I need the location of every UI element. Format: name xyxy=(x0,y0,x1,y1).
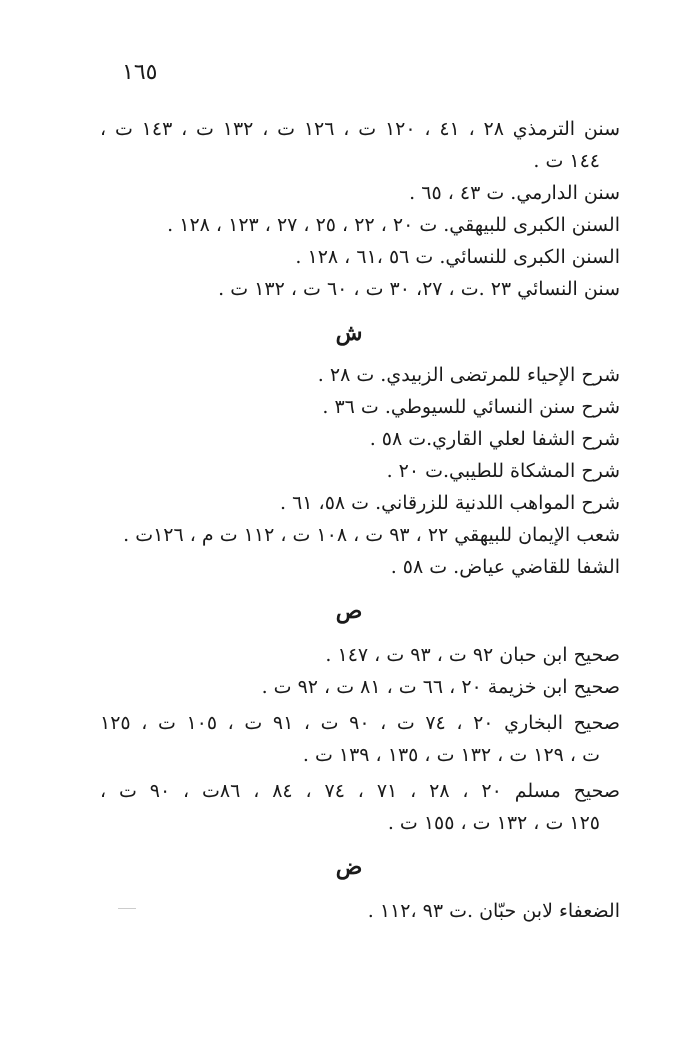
index-entry: سنن الدارمي. ت ٤٣ ، ٦٥ . xyxy=(409,182,620,204)
index-entry: صحيح مسلم ٢٠ ، ٢٨ ، ٧١ ، ٧٤ ، ٨٤ ، ٨٦ت ، ٩٠ ت ، xyxy=(100,780,621,802)
page-number: ١٦٥ xyxy=(122,60,158,85)
index-entry: السنن الكبرى للنسائي. ت ٥٦ ،٦١ ، ١٢٨ . xyxy=(295,246,620,268)
index-entry: صحيح البخاري ٢٠ ، ٧٤ ت ، ٩٠ ت ، ٩١ ت ، ١٠٥ ت ، ١٢٥ xyxy=(100,712,621,734)
index-entry: السنن الكبرى للبيهقي. ت ٢٠ ، ٢٢ ، ٢٥ ، ٢٧ ، ١٢٣ ، ١٢٨ . xyxy=(167,214,620,236)
section-letter: ض xyxy=(335,854,363,880)
index-entry: شرح المواهب اللدنية للزرقاني. ت ٥٨، ٦١ . xyxy=(280,492,620,514)
index-entry: شرح سنن النسائي للسيوطي. ت ٣٦ . xyxy=(322,396,620,418)
index-entry: الضعفاء لابن حبّان .ت ٩٣ ،١١٢ . xyxy=(367,900,620,922)
section-letter: ص xyxy=(335,598,363,624)
index-entry: شعب الإيمان للبيهقي ٢٢ ، ٩٣ ت ، ١٠٨ ت ، ١١٢ ت م ، ١٢٦ت . xyxy=(123,524,620,546)
section-letter: ش xyxy=(335,320,363,346)
index-entry-continuation: ١٢٥ ت ، ١٣٢ ت ، ١٥٥ ت . xyxy=(387,812,600,834)
index-entry: الشفا للقاضي عياض. ت ٥٨ . xyxy=(390,556,620,578)
index-entry: شرح الشفا لعلي القاري.ت ٥٨ . xyxy=(369,428,620,450)
index-entry: صحيح ابن خزيمة ٢٠ ، ٦٦ ت ، ٨١ ت ، ٩٢ ت . xyxy=(261,676,620,698)
index-entry: سنن النسائي ٢٣ .ت ، ٢٧، ٣٠ ت ، ٦٠ ت ، ١٣٢ ت . xyxy=(218,278,620,300)
index-entry: سنن الترمذي ٢٨ ، ٤١ ، ١٢٠ ت ، ١٢٦ ت ، ١٣٢ ت ، ١٤٣ ت ، xyxy=(100,118,620,140)
index-entry: شرح المشكاة للطيبي.ت ٢٠ . xyxy=(386,460,620,482)
print-mark xyxy=(118,908,136,909)
index-entry: شرح الإحياء للمرتضى الزبيدي. ت ٢٨ . xyxy=(317,364,620,386)
index-entry-continuation: ١٤٤ ت . xyxy=(533,150,600,172)
index-entry-continuation: ت ، ١٢٩ ت ، ١٣٢ ت ، ١٣٥ ، ١٣٩ ت . xyxy=(302,744,600,766)
index-entry: صحيح ابن حبان ٩٢ ت ، ٩٣ ت ، ١٤٧ . xyxy=(325,644,620,666)
